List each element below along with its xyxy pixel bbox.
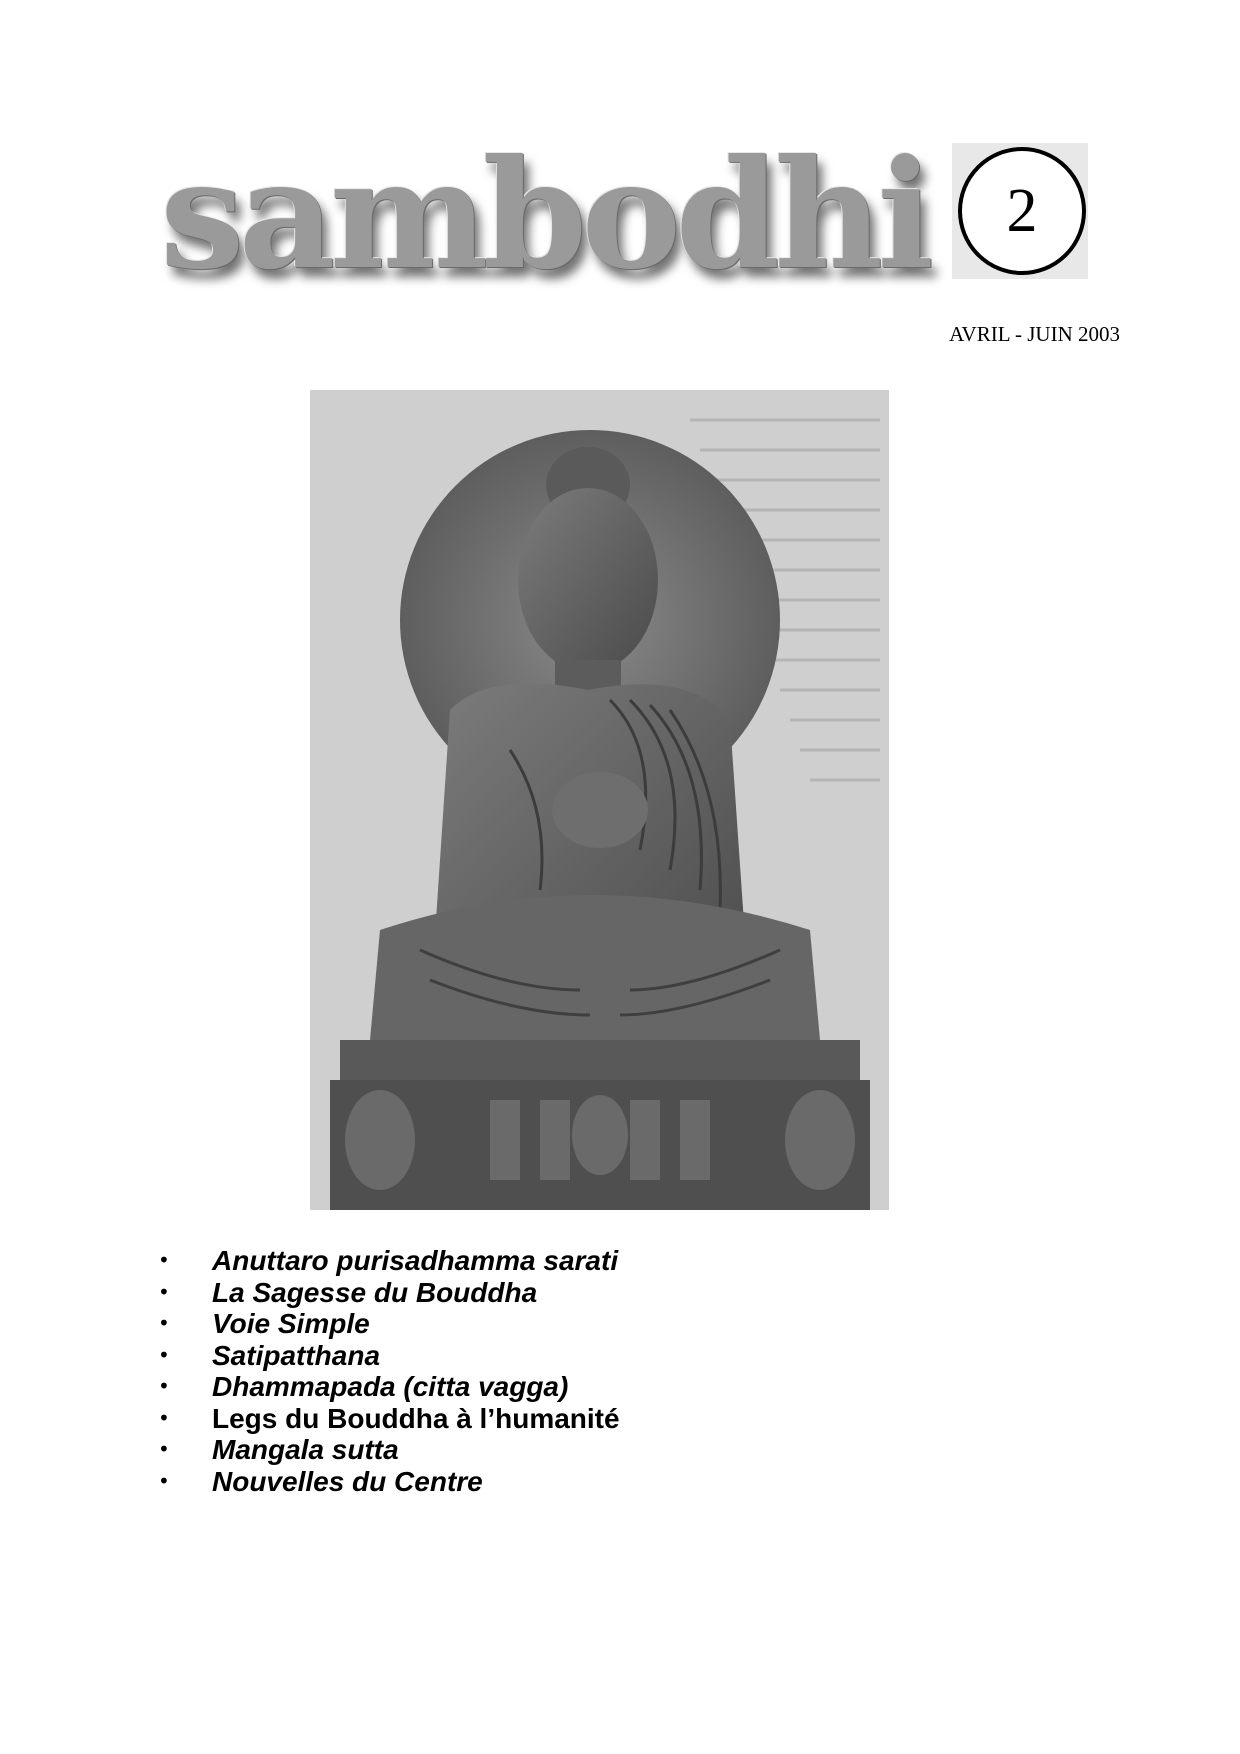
bullet-icon: •	[158, 1311, 170, 1335]
bullet-icon: •	[158, 1437, 170, 1461]
toc-item-label: Anuttaro purisadhamma sarati	[212, 1245, 619, 1276]
toc-item	[150, 1245, 620, 1277]
bullet-icon: •	[158, 1374, 170, 1398]
toc-item	[150, 1466, 620, 1498]
bullet-icon: •	[158, 1248, 170, 1272]
bullet-icon: •	[158, 1279, 170, 1304]
toc-item-label: Voie Simple	[212, 1308, 370, 1339]
bullet-icon: •	[158, 1405, 170, 1430]
toc-item	[150, 1371, 620, 1403]
toc-item	[150, 1403, 620, 1435]
toc-item	[150, 1434, 620, 1466]
bullet-icon: •	[158, 1342, 170, 1367]
bullet-icon: •	[158, 1468, 170, 1493]
toc-item	[150, 1277, 620, 1309]
toc-item-label: Nouvelles du Centre	[212, 1465, 483, 1497]
issue-date: AVRIL - JUIN 2003	[949, 322, 1120, 346]
buddha-statue-photo	[310, 390, 889, 1210]
toc-item	[150, 1340, 620, 1372]
toc-item	[150, 1308, 620, 1340]
toc-item-label: La Sagesse du Bouddha	[212, 1276, 538, 1308]
toc-item-label: Satipatthana	[212, 1339, 381, 1371]
table-of-contents	[150, 1245, 620, 1497]
toc-item-label: Dhammapada (citta vagga)	[212, 1371, 569, 1402]
issue-number-badge	[952, 143, 1088, 279]
toc-item-label: Legs du Bouddha à l’humanité	[212, 1402, 620, 1434]
magazine-title: sambodhi	[160, 127, 929, 303]
issue-number: 2	[958, 147, 1086, 275]
toc-item-label: Mangala sutta	[212, 1434, 399, 1465]
